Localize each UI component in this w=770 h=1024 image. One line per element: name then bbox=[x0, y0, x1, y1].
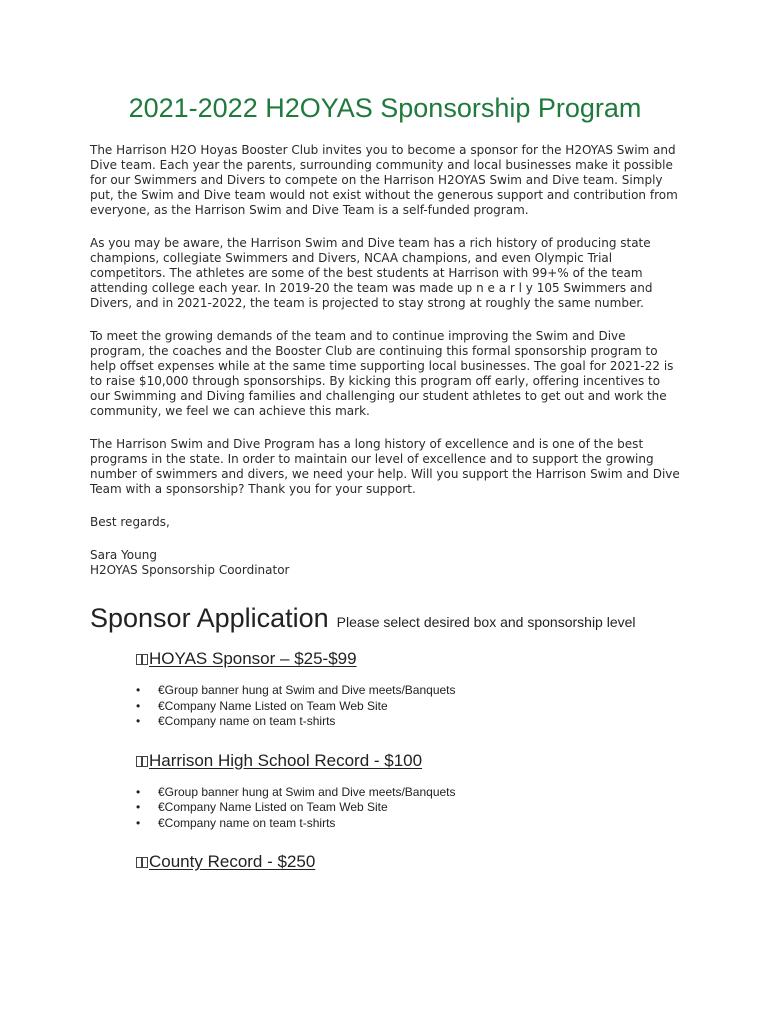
bullet-icon: • bbox=[136, 714, 141, 728]
goal-paragraph: To meet the growing demands of the team and to continue improving the Swim and Dive program, the coaches and the Booster Club are continuing this formal sponsorship program to help offset expenses while at the same time supporting local businesses. The goal for 2021-22 is to raise $10,000 through sponsorships. By kicking this program off early, offering incentives to our Swimming and Diving families and challenging our student athletes to get out and work the community, we feel we can achieve this mark. bbox=[90, 329, 674, 418]
application-title: Sponsor Application bbox=[90, 603, 329, 633]
bullet-icon: • bbox=[136, 800, 141, 814]
signature-role: H2OYAS Sponsorship Coordinator bbox=[90, 563, 290, 577]
bullet-icon: • bbox=[136, 683, 141, 697]
list-item: • €Company name on team t-shirts bbox=[136, 815, 336, 830]
bullet-icon: • bbox=[136, 815, 141, 830]
perk-list bbox=[90, 785, 690, 832]
list-item: • €Company name on team t-shirts bbox=[136, 714, 336, 728]
checkbox-icon[interactable] bbox=[136, 856, 149, 868]
appeal-paragraph: The Harrison Swim and Dive Program has a long history of excellence and is one of the best programs in the state. In order to maintain our level of excellence and to support the growing number of swimmers and divers, we need your help. Will you support the Harrison Swim and Dive Team with a sponsorship? Thank you for your support. bbox=[90, 437, 680, 496]
list-item: • €Group banner hung at Swim and Dive meets/Banquets bbox=[136, 784, 456, 799]
sponsor-level-hoyas bbox=[136, 648, 690, 670]
level-label: Harrison High School Record - $100 bbox=[149, 750, 423, 770]
history-paragraph: As you may be aware, the Harrison Swim and Dive team has a rich history of producing state champions, collegiate Swimmers and Divers, NCAA champions, and even Olympic Trial competitors. The athletes are some of the best students at Harrison with 99+% of the team attending college each year. In 2019-20 the team was made up n e a r l y 105 Swimmers and Divers, and in 2021-2022, the team is projected to stay strong at roughly the same number. bbox=[90, 236, 653, 310]
document-title: 2021-2022 H2OYAS Sponsorship Program bbox=[128, 93, 642, 123]
checkbox-icon[interactable] bbox=[136, 755, 149, 767]
closing-text: Best regards, bbox=[90, 515, 170, 529]
level-label: County Record - $250 bbox=[149, 852, 316, 871]
sponsor-application-heading bbox=[90, 600, 690, 641]
list-item: • €Company Name Listed on Team Web Site bbox=[136, 698, 388, 713]
signature-name: Sara Young bbox=[90, 548, 157, 562]
application-subtitle: Please select desired box and sponsorship level bbox=[336, 614, 636, 630]
list-item: • €Company Name Listed on Team Web Site bbox=[136, 800, 388, 814]
sponsor-level-school-record bbox=[136, 750, 690, 772]
signature-block bbox=[90, 548, 690, 578]
bullet-icon: • bbox=[136, 784, 141, 799]
level-label: HOYAS Sponsor – $25-$99 bbox=[149, 649, 357, 668]
checkbox-icon[interactable] bbox=[136, 653, 149, 665]
perk-list bbox=[90, 683, 690, 730]
list-item: • €Group banner hung at Swim and Dive meets/Banquets bbox=[136, 683, 456, 697]
bullet-icon: • bbox=[136, 698, 141, 713]
sponsor-level-county-record bbox=[136, 851, 690, 873]
intro-paragraph: The Harrison H2O Hoyas Booster Club invites you to become a sponsor for the H2OYAS Swim and Dive team. Each year the parents, surrounding community and local businesses make it possible for our Swimmers and Divers to compete on the Harrison H2OYAS Swim and Dive team. Simply put, the Swim and Dive team would not exist without the generous support and contribution from everyone, as the Harrison Swim and Dive Team is a self-funded program. bbox=[90, 143, 678, 217]
document-page bbox=[90, 90, 690, 873]
